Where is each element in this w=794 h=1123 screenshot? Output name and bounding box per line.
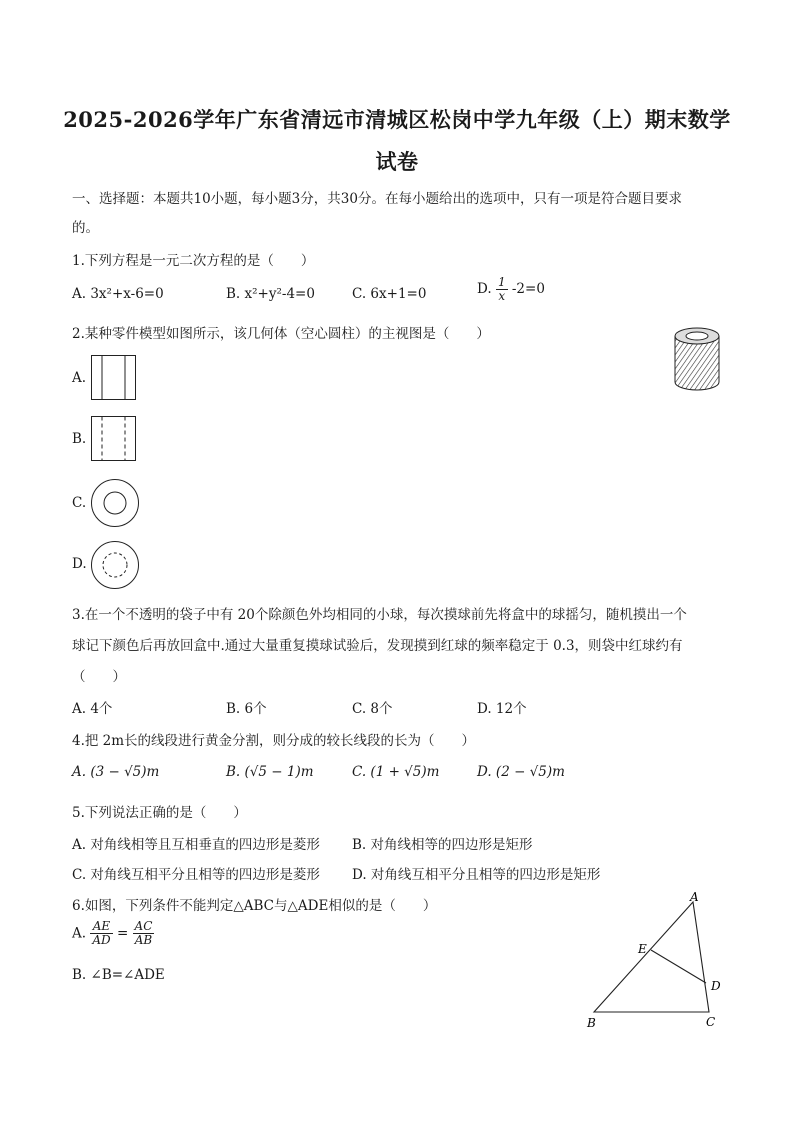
section-instructions-line2: 的。 [72,220,99,236]
q1-option-d-fraction [496,276,508,303]
q6-option-a-fraction-right [133,920,155,947]
section-instructions-line1: 一、选择题：本题共10小题，每小题3分，共30分。在每小题给出的选项中，只有一项是符合题目要求 [72,191,682,207]
label-c: C [706,1015,716,1029]
q6-option-a-denominator-left: AD [92,933,111,947]
q2-option-d-label: D. [72,556,87,572]
q1-option-c: C. 6x+1=0 [352,286,427,302]
q1-option-d-numerator: 1 [497,275,506,289]
q1-option-d-label: D. [477,281,492,297]
q6-option-a-label: A. [72,925,87,942]
q3-option-b: B. 6个 [226,701,267,717]
q4-option-d: D. (2 − √5)m [477,764,565,780]
q6-option-a-fraction-left [90,920,112,947]
q3-stem-line2: 球记下颜色后再放回盒中.通过大量重复摸球试验后，发现摸到红球的频率稳定于 0.3，则袋中红球约有 [72,638,683,654]
q3-option-c: C. 8个 [352,701,393,717]
q3-stem-line3: （ ） [72,669,126,685]
q1-option-d-rest: -2=0 [511,281,545,297]
q2-option-c-label: C. [72,495,87,511]
q4-stem: 4.把 2m长的线段进行黄金分割，则分成的较长线段的长为（ ） [72,733,476,749]
q4-option-a: A. (3 − √5)m [72,764,160,780]
q1-option-d [477,276,545,303]
q6-option-a-numerator-left: AE [90,920,112,934]
q2-stem: 2.某种零件模型如图所示，该几何体（空心圆柱）的主视图是（ ） [72,326,490,342]
hollow-cylinder-figure [672,324,722,394]
exam-title-line2: 试卷 [375,149,419,174]
q4-option-b: B. (√5 − 1)m [226,764,314,780]
q5-option-d: D. 对角线互相平分且相等的四边形是矩形 [352,867,601,883]
q1-stem: 1.下列方程是一元二次方程的是（ ） [72,253,315,269]
label-b: B [587,1016,596,1030]
q2-option-a-figure [91,355,137,401]
q6-option-a [72,920,154,947]
q2-option-c-figure [90,478,140,528]
q1-option-a: A. 3x²+x-6=0 [72,286,164,302]
q6-triangle-figure [585,890,725,1035]
q6-stem: 6.如图，下列条件不能判定△ABC与△ADE相似的是（ ） [72,898,437,914]
q5-stem: 5.下列说法正确的是（ ） [72,805,247,821]
label-d: D [711,979,721,993]
label-e: E [638,942,647,956]
q6-option-b: B. ∠B=∠ADE [72,967,165,983]
q1-option-d-denominator: x [498,289,506,303]
q3-option-d: D. 12个 [477,701,527,717]
q6-option-a-equals: = [116,925,129,942]
q5-option-a: A. 对角线相等且互相垂直的四边形是菱形 [72,837,320,853]
q5-option-b: B. 对角线相等的四边形是矩形 [352,837,533,853]
exam-title-line1: 2025-2026学年广东省清远市清城区松岗中学九年级（上）期末数学 [63,107,731,132]
q4-option-c: C. (1 + √5)m [352,764,440,780]
q2-option-a-label: A. [72,370,87,386]
q2-option-b-figure [91,416,137,462]
q3-stem-line1: 3.在一个不透明的袋子中有 20个除颜色外均相同的小球，每次摸球前先将盒中的球摇匀，随机摸出一个 [72,607,687,623]
q1-option-b: B. x²+y²-4=0 [226,286,315,302]
q2-option-d-figure [90,540,140,590]
label-a: A [690,890,699,904]
q2-option-b-label: B. [72,431,87,447]
q5-option-c: C. 对角线互相平分且相等的四边形是菱形 [72,867,320,883]
q3-option-a: A. 4个 [72,701,113,717]
q6-option-a-denominator-right: AB [134,933,153,947]
q6-option-a-numerator-right: AC [134,919,153,933]
